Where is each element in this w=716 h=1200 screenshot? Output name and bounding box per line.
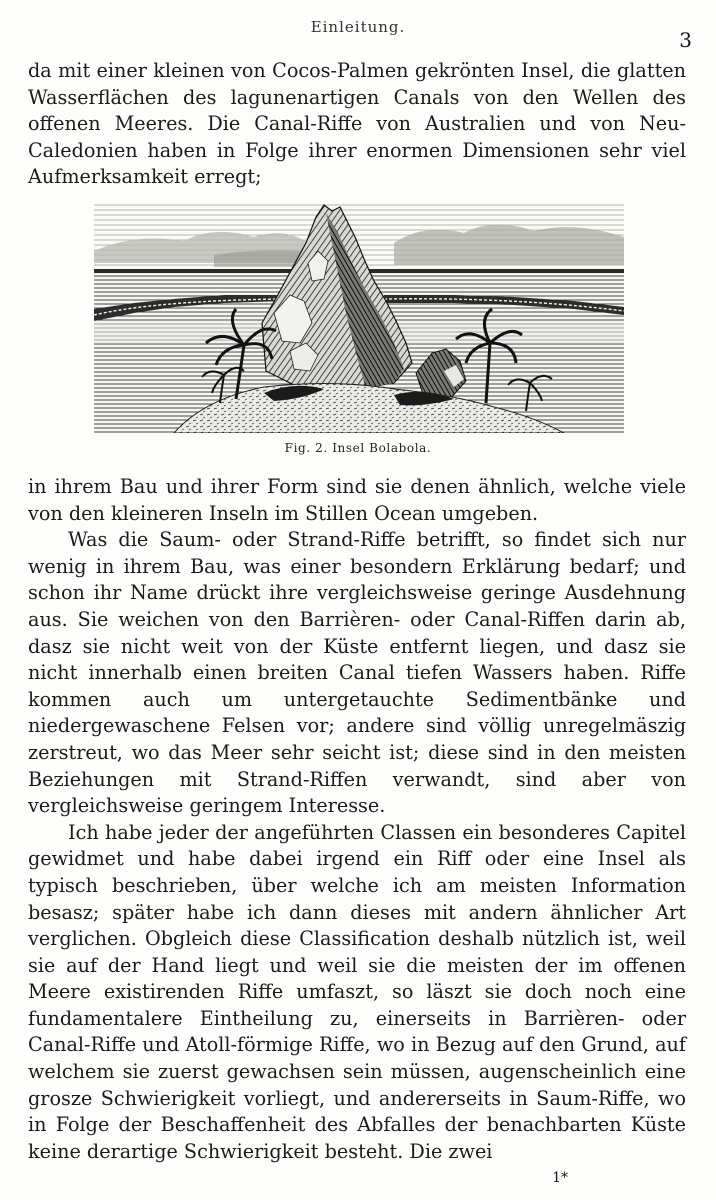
paragraph: da mit einer kleinen von Cocos-Palmen gekrönten Insel, die glatten Wasserflächen des lagunenartigen Canals von den Wellen des offenen Meeres. Die Canal-Riffe von Australien und von Neu-Caledonien haben in Folge ihrer enormen Dimensionen sehr viel Aufmerksamkeit erregt; [28,59,686,189]
island-engraving-image [94,203,624,433]
figure-caption: Fig. 2. Insel Bolabola. [284,441,432,455]
paragraph: in ihrem Bau und ihrer Form sind sie denen ähnlich, welche viele von den kleineren Inseln im Stillen Ocean umgeben. [28,475,686,525]
paragraph: Was die Saum- oder Strand-Riffe betrifft, so findet sich nur wenig in ihrem Bau, was einer besondern Erklärung bedarf; und schon ihr Name drückt ihre vergleichsweise geringe Ausdehnung aus. Sie weichen von den Barrièren- oder Canal-Riffen darin ab, dasz sie nicht weit von der Küste entfernt liegen, und dasz sie nicht innerhalb einen breiten Canal tiefen Wassers haben. Riffe kommen auch um untergetauchte Sedimentbänke und niedergewaschene Felsen vor; andere sind völlig unregelmäszig zerstreut, wo das Meer sehr seicht ist; diese sind in den meisten Beziehungen mit Strand-Riffen verwandt, sind aber von vergleichsweise geringem Interesse. [28,528,686,818]
page-number: 3 [679,28,692,52]
signature-mark: 1* [552,1170,568,1186]
figure-engraving-bolabola [94,203,624,433]
text-block-top [28,58,686,191]
running-head: Einleitung. [310,18,406,36]
text-block-bottom [28,474,686,1165]
paragraph: Ich habe jeder der angeführten Classen ein besonderes Capitel gewidmet und habe dabei irgend ein Riff oder eine Insel als typisch beschrieben, über welche ich am meisten Information besasz; später habe ich dann dieses mit andern ähnlicher Art verglichen. Obgleich diese Classification deshalb nützlich ist, weil sie auf der Hand liegt und weil sie die meisten der im offenen Meere existirenden Riffe umfaszt, so läszt sie doch noch eine fundamentalere Eintheilung zu, einerseits in Barrièren- oder Canal-Riffe und Atoll-förmige Riffe, wo in Bezug auf den Grund, auf welchem sie zuerst gewachsen sein müssen, augenscheinlich eine grosze Schwierigkeit vorliegt, und andererseits in Saum-Riffe, wo in Folge der Beschaffenheit des Abfalles der benachbarten Küste keine derartige Schwierigkeit besteht. Die zwei [28,820,686,1163]
